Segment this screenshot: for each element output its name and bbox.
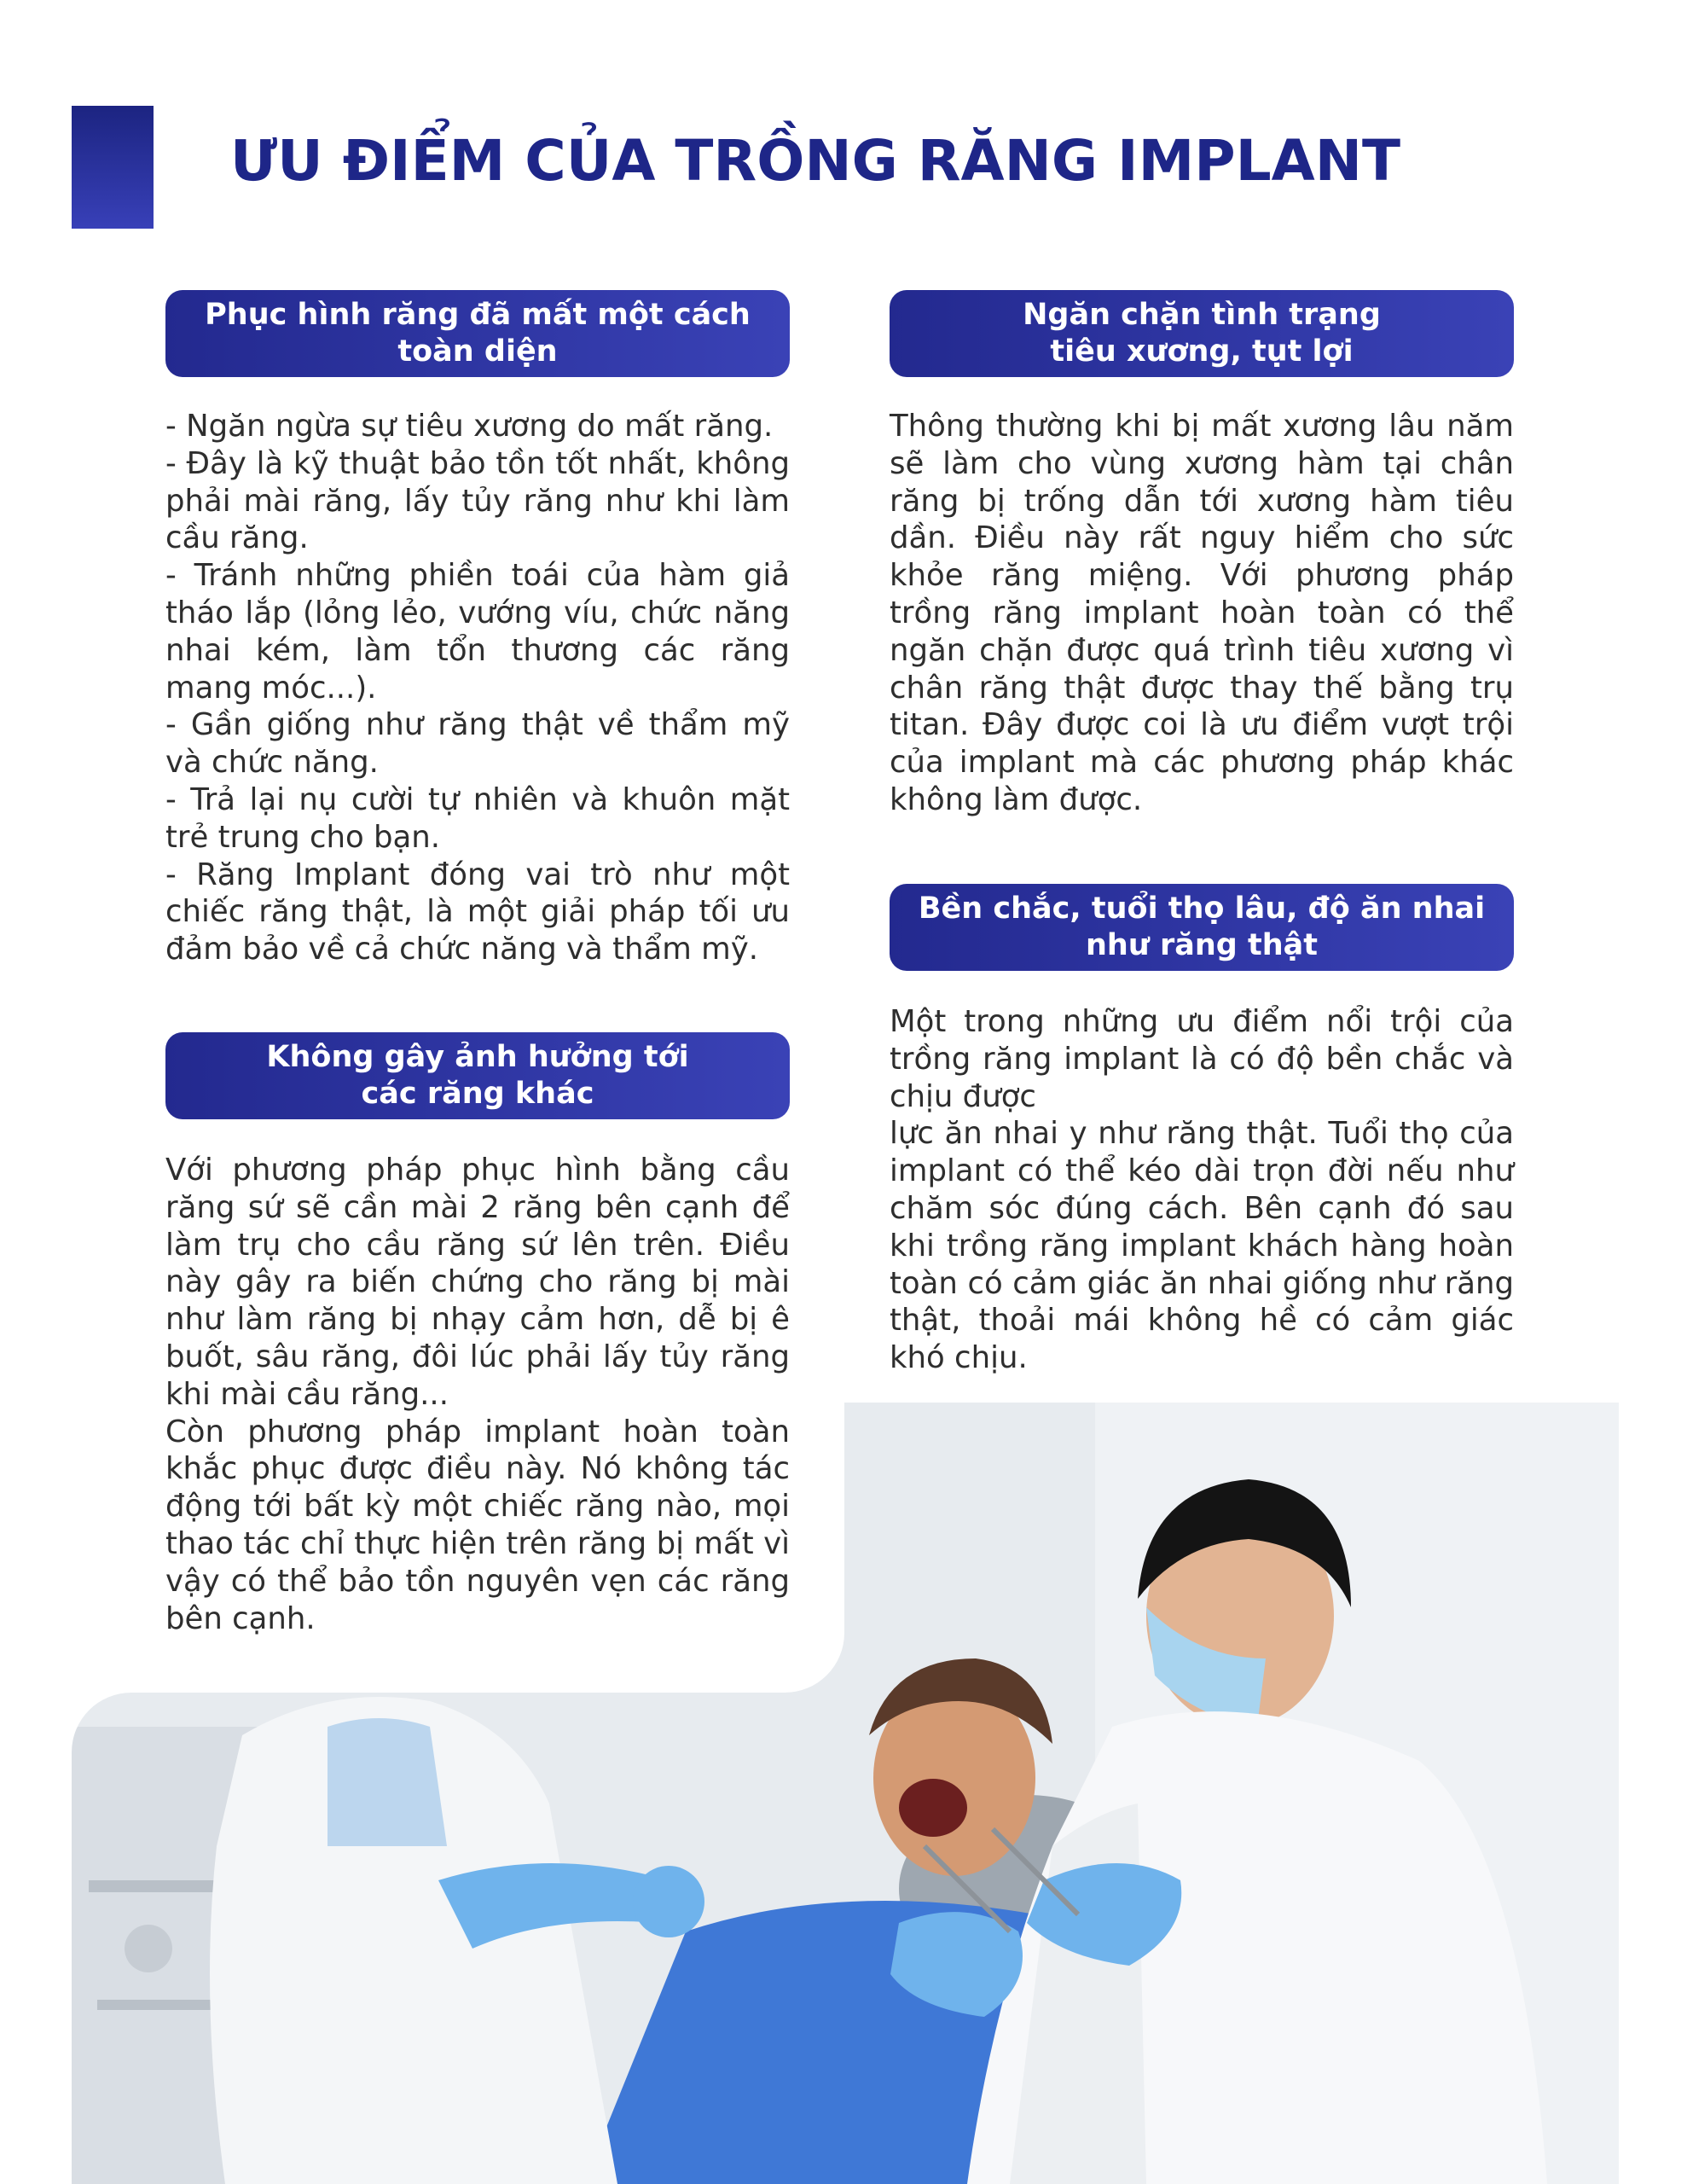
bone-loss-paragraph: Thông thường khi bị mất xương lâu năm sẽ làm cho vùng xương hàm tại chân răng bị trống dẫn tới xương hàm tiêu dần. Điều này rất nguy hiểm cho sức khỏe răng miệng. Với phương pháp trồng răng implant hoàn toàn có thể ngăn chặn được quá trình tiêu xương vì chân răng thật được thay thế bằng trụ titan. Đây được coi là ưu điểm vượt trội của implant mà các phương pháp khác không làm được.	[890, 409, 1514, 817]
page-title: ƯU ĐIỂM CỦA TRỒNG RĂNG IMPLANT	[230, 128, 1401, 194]
heading-restoration	[165, 290, 790, 377]
heading-bone-loss-line2: tiêu xương, tụt lợi	[1050, 334, 1354, 369]
heading-restoration-line1: Phục hình răng đã mất một cách	[205, 298, 751, 332]
list-item: - Răng Implant đóng vai trò như một chiếc răng thật, là một giải pháp tối ưu đảm bảo về cả chức năng và thẩm mỹ.	[165, 857, 790, 967]
heading-no-impact-line1: Không gây ảnh hưởng tới	[266, 1040, 689, 1074]
heading-durability-line1: Bền chắc, tuổi thọ lâu, độ ăn nhai	[918, 892, 1486, 926]
photo-cutout-corner	[72, 1693, 131, 1752]
restoration-list	[165, 408, 790, 968]
heading-durability	[890, 884, 1514, 971]
no-impact-paragraph-1: Với phương pháp phục hình bằng cầu răng sứ sẽ cần mài 2 răng bên cạnh để làm trụ cho cầu răng sứ lên trên. Điều này gây ra biến chứng cho răng bị mài như làm răng bị nhạy cảm hơn, dễ bị ê buốt, sâu răng, đôi lúc phải lấy tủy răng khi mài cầu răng...	[165, 1153, 790, 1412]
list-item: - Đây là kỹ thuật bảo tồn tốt nhất, không phải mài răng, lấy tủy răng như khi làm cầu răng.	[165, 445, 790, 556]
list-item: - Gần giống như răng thật về thẩm mỹ và chức năng.	[165, 707, 790, 781]
list-item: - Trả lại nụ cười tự nhiên và khuôn mặt trẻ trung cho bạn.	[165, 781, 790, 855]
heading-no-impact	[165, 1032, 790, 1119]
title-accent-bar	[72, 106, 154, 229]
heading-durability-line2: như răng thật	[1086, 928, 1318, 962]
durability-text	[890, 1003, 1514, 1377]
list-item: - Ngăn ngừa sự tiêu xương do mất răng.	[165, 409, 774, 444]
list-item: - Tránh những phiền toái của hàm giả tháo lắp (lỏng lẻo, vướng víu, chức năng nhai kém, làm tổn thương các răng mang móc...).	[165, 558, 790, 706]
heading-restoration-line2: toàn diện	[397, 334, 558, 369]
durability-paragraph-1: Một trong những ưu điểm nổi trội của trồng răng implant là có độ bền chắc và chịu được	[890, 1004, 1514, 1114]
no-impact-paragraph-2: Còn phương pháp implant hoàn toàn khắc phục được điều này. Nó không tác động tới bất kỳ một chiếc răng nào, mọi thao tác chỉ thực hiện trên răng bị mất vì vậy có thể bảo tồn nguyên vẹn các răng bên cạnh.	[165, 1414, 790, 1636]
heading-bone-loss-line1: Ngăn chặn tình trạng	[1023, 298, 1381, 332]
no-impact-text	[165, 1152, 790, 1637]
durability-paragraph-2: lực ăn nhai y như răng thật. Tuổi thọ của implant có thể kéo dài trọn đời nếu như chăm sóc đúng cách. Bên cạnh đó sau khi trồng răng implant khách hàng hoàn toàn có cảm giác ăn nhai giống như răng thật, thoải mái không hề có cảm giác khó chịu.	[890, 1116, 1514, 1376]
heading-bone-loss	[890, 290, 1514, 377]
bone-loss-text	[890, 408, 1514, 819]
heading-no-impact-line2: các răng khác	[361, 1077, 594, 1111]
